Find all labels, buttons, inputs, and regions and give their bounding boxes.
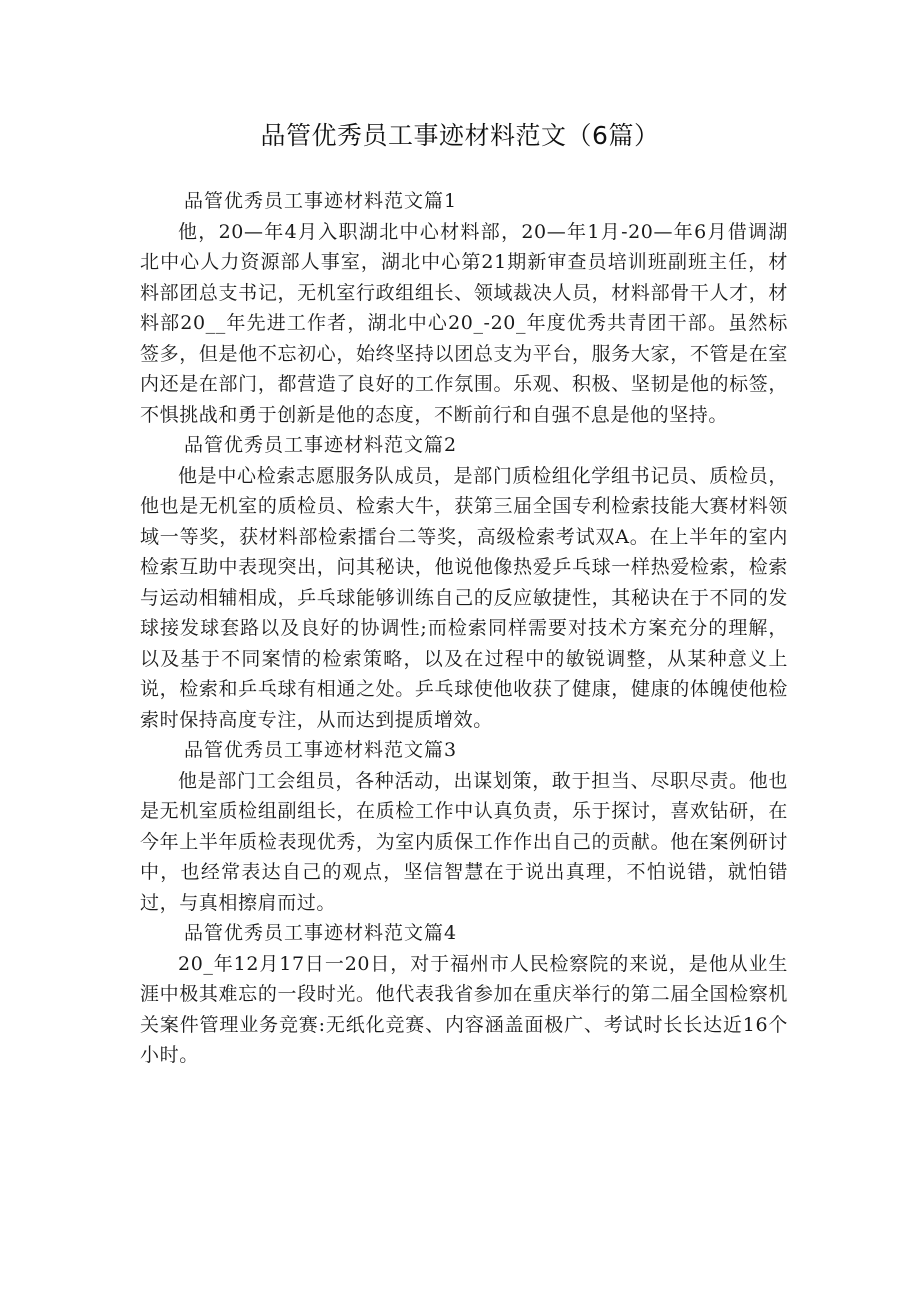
section-heading-3: 品管优秀员工事迹材料范文篇3 (184, 739, 458, 761)
section-heading-1: 品管优秀员工事迹材料范文篇1 (184, 190, 458, 212)
section-paragraph-4: 20_年12月17日一20日，对于福州市人民检察院的来说，是他从业生涯中极其难忘的一段时光。他代表我省参加在重庆举行的第二届全国检察机关案件管理业务竞赛:无纸化竞赛、内容涵盖面极广、考试时长长达近16个小时。 (140, 952, 788, 1066)
document-body (140, 186, 788, 1071)
section-paragraph-1: 他，20—年4月入职湖北中心材料部，20—年1月-20—年6月借调湖北中心人力资源部人事室，湖北中心第21期新审查员培训班副班主任，材料部团总支书记，无机室行政组组长、领域裁决人员，材料部骨干人才，材料部20__年先进工作者，湖北中心20_-20_年度优秀共青团干部。虽然标签多，但是他不忘初心，始终坚持以团总支为平台，服务大家，不管是在室内还是在部门，都营造了良好的工作氛围。乐观、积极、坚韧是他的标签，不惧挑战和勇于创新是他的态度，不断前行和自强不息是他的坚持。 (140, 220, 788, 426)
section-heading-4: 品管优秀员工事迹材料范文篇4 (184, 922, 458, 944)
document-title: 品管优秀员工事迹材料范文（6篇） (260, 121, 660, 150)
section-paragraph-2: 他是中心检索志愿服务队成员，是部门质检组化学组书记员、质检员，他也是无机室的质检员、检索大牛，获第三届全国专利检索技能大赛材料领域一等奖，获材料部检索擂台二等奖，高级检索考试双A。在上半年的室内检索互助中表现突出，问其秘诀，他说他像热爱乒乓球一样热爱检索，检索与运动相辅相成，乒乓球能够训练自己的反应敏捷性，其秘诀在于不同的发球接发球套路以及良好的协调性;而检索同样需要对技术方案充分的理解，以及基于不同案情的检索策略，以及在过程中的敏锐调整，从某种意义上说，检索和乒乓球有相通之处。乒乓球使他收获了健康，健康的体魄使他检索时保持高度专注，从而达到提质增效。 (140, 464, 788, 731)
section-paragraph-3: 他是部门工会组员，各种活动，出谋划策，敢于担当、尽职尽责。他也是无机室质检组副组长，在质检工作中认真负责，乐于探讨，喜欢钻研，在今年上半年质检表现优秀，为室内质保工作作出自己的贡献。他在案例研讨中，也经常表达自己的观点，坚信智慧在于说出真理，不怕说错，就怕错过，与真相擦肩而过。 (140, 769, 788, 914)
section-heading-2: 品管优秀员工事迹材料范文篇2 (184, 434, 458, 456)
